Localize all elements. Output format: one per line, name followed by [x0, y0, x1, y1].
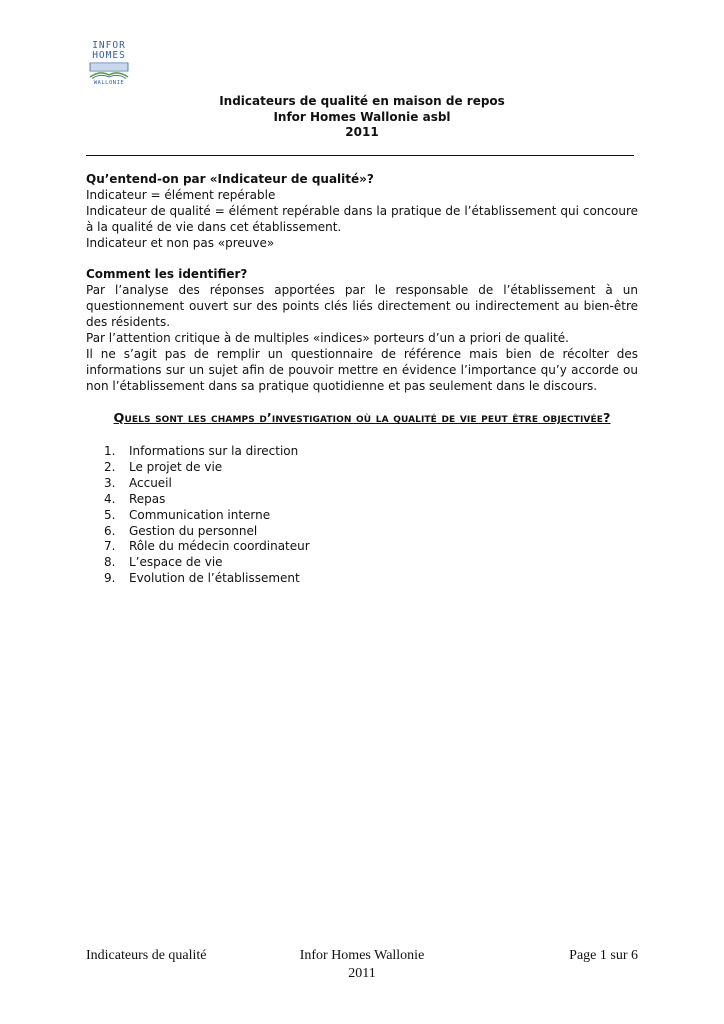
identification-paragraph: Par l’attention critique à de multiples «indices» porteurs d’un a priori de qualité. [86, 331, 569, 345]
list-item-text: Le projet de vie [129, 459, 223, 474]
list-item [104, 508, 310, 524]
identification-paragraph: Il ne s’agit pas de remplir un questionnaire de référence mais bien de récolter des informations sur un sujet afin de pouvoir mettre en évidence l’importance qu’y accorde ou non l’établissement dans sa pratique quotidienne et pas seulement dans le discours. [86, 347, 638, 393]
identification-paragraph: Par l’analyse des réponses apportées par le responsable de l’établissement à un questionnement ouvert sur des points clés liés directement ou indirectement au bien-être des résidents. [86, 283, 638, 329]
list-item-text: Repas [129, 491, 166, 506]
logo-line-homes: HOMES [92, 50, 126, 61]
list-item [104, 524, 310, 540]
definition-line: Indicateur = élément repérable [86, 188, 276, 202]
list-item [104, 492, 310, 508]
house-book-icon [86, 62, 132, 80]
footer-organization-name: Infor Homes Wallonie [299, 948, 425, 963]
document-header [86, 94, 638, 141]
list-item-text: Informations sur la direction [129, 444, 299, 458]
list-item-number: 5. [104, 507, 116, 522]
header-organization: Infor Homes Wallonie asbl [273, 109, 451, 124]
list-item-number: 2. [104, 459, 116, 474]
definition-line: Indicateur de qualité = élément repérable dans la pratique de l’établissement qui concoure à la qualité de vie dans cet établissement. [86, 204, 638, 234]
list-item-number: 4. [104, 491, 116, 506]
infor-homes-logo [86, 40, 132, 92]
list-item [104, 539, 310, 555]
investigation-fields-list [104, 444, 310, 587]
list-item [104, 555, 310, 571]
footer-organization [262, 947, 462, 983]
list-item [104, 460, 310, 476]
list-item-number: 7. [104, 539, 116, 554]
list-item-number: 1. [104, 444, 116, 458]
list-item-text: Rôle du médecin coordinateur [129, 539, 310, 554]
list-item [104, 571, 310, 587]
footer-document-title: Indicateurs de qualité [86, 948, 207, 963]
logo-line-wallonie: WALLONIE [93, 80, 125, 86]
list-item-number: 8. [104, 555, 116, 570]
list-item-text: Communication interne [129, 507, 271, 522]
section-definition-question: Qu’entend-on par «Indicateur de qualité»? [86, 172, 374, 186]
list-item [104, 444, 310, 460]
definition-line: Indicateur et non pas «preuve» [86, 236, 275, 250]
list-item-text: L’espace de vie [129, 555, 223, 570]
header-divider [86, 155, 634, 156]
logo-line-infor: INFOR [92, 40, 126, 51]
list-item-text: Gestion du personnel [129, 523, 258, 538]
section-identification [86, 266, 638, 394]
investigation-fields-heading: Quels sont les champs d’investigation où la qualité de vie peut être objectivée? [113, 411, 611, 426]
header-title: Indicateurs de qualité en maison de repos [219, 94, 505, 108]
footer-page-number: Page 1 sur 6 [569, 948, 638, 963]
list-item [104, 476, 310, 492]
list-item-text: Accueil [129, 475, 172, 490]
section-definition [86, 171, 638, 251]
list-item-number: 6. [104, 523, 116, 538]
list-item-text: Evolution de l’établissement [129, 571, 300, 586]
section-identification-question: Comment les identifier? [86, 267, 248, 281]
footer-year: 2011 [348, 966, 376, 981]
list-item-number: 9. [104, 571, 116, 586]
header-year: 2011 [345, 125, 379, 139]
list-item-number: 3. [104, 475, 116, 490]
